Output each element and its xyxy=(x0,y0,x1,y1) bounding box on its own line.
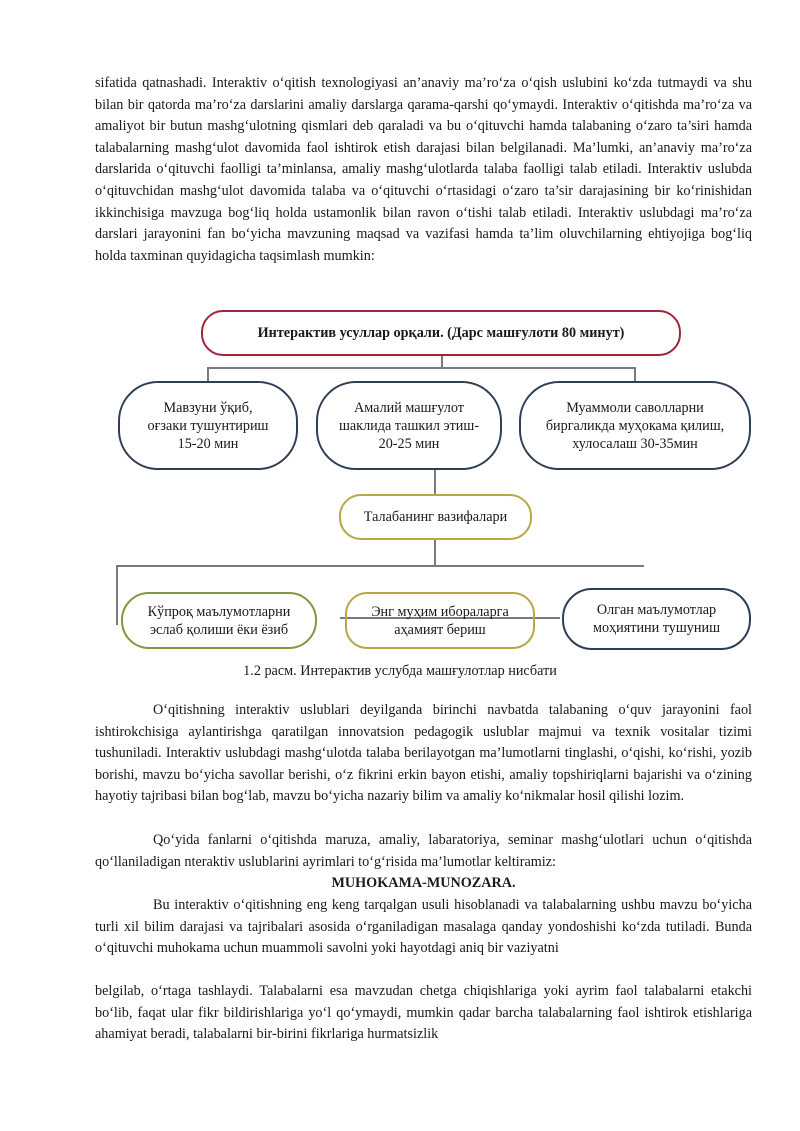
box-line: оғзаки тушунтириш xyxy=(147,417,269,434)
intro-paragraph: sifatida qatnashadi. Interaktiv oʻqitish texnologiyasi an’anaviy ma’roʻza oʻqish uslubini koʻzda tutmaydi va shu bilan bir qatorda ma’roʻza darslarini amaliy darslarga qarama-qarshi qoʻymaydi. Interaktiv oʻqitishda ma’roʻza va amaliyot bir butun mashgʻulotning qismlari deb qaraladi va bu oʻqituvchi hamda talabaning oʻzaro ta’siri hamda talabalarning mashgʻulot davomida faol ishtirok etish darajasi bilan belgilanadi. Ma’lumki, an’anaviy ma’roʻza darslarida oʻqituvchi faolligi ta’minlansa, amaliy mashgʻulotlarda talaba faolligi talab etiladi. Interaktiv uslubda oʻqituvchidan mashgʻulot davomida talaba va oʻqituvchi oʻrtasidagi oʻzaro ta’sir darajasining bir koʻrinishidan ikkinchisiga mavzuga bogʻliq holda ustamonlik bilan ravon oʻtishi talab etiladi. Interaktiv uslubdagi ma’roʻza darslari jarayonini fan boʻyicha mavzuning maqsad va vazifasi hamda ta’lim oluvchilarning ehtiyojiga bogʻliq holda taxminan quyidagicha taqsimlash mumkin: xyxy=(95,75,752,264)
box-line: моҳиятини тушуниш xyxy=(592,620,721,636)
box-line: Муаммоли саволларни xyxy=(566,399,704,416)
box-line: 15-20 мин xyxy=(177,435,239,452)
diagram-box-reading xyxy=(118,381,298,470)
box-line: шаклида ташкил этиш- xyxy=(338,417,480,434)
diagram-box-discussion xyxy=(519,381,751,470)
box-line: 20-25 мин xyxy=(378,435,440,452)
diagram-bottom-box-understand xyxy=(562,588,751,650)
body-paragraph: Oʻqitishning interaktiv uslublari deyilganda birinchi navbatda talabaning oʻquv jarayonini faol ishtirokchisiga aylantirishga qaratilgan innovatsion pedagogik uslublar majmui va texnik vositalar tizimi tushuniladi. Interaktiv uslubdagi mashgʻulotda talaba berilayotgan ma’lumotlarni tinglashi, oʻqishi, koʻrishi, yozib borishi, mavzu boʻyicha savollar berishi, oʻz fikrini erkin bayon etishi, amaliy topshiriqlarni bajarishi va oʻzining hayotiy tajribasi bilan bogʻlab, mavzu boʻyicha nazariy bilim va amaliy koʻnikmalar hosil qilishi lozim. xyxy=(95,702,752,805)
box-line: аҳамият бериш xyxy=(394,621,486,638)
box-line: эслаб қолиши ёки ёзиб xyxy=(149,621,289,638)
body-paragraph: Bu interaktiv oʻqitishning eng keng tarqalgan usuli hisoblanadi va talabalarning ushbu mavzu boʻyicha turli xil bilim darajasi va tajribalari asosida oʻrganiladigan masalaga qanday yondoshishi koʻzda tutiladi. Bunda oʻqituvchi muhokama uchun muammoli savolni yoki hayotdagi aniq bir vaziyatni xyxy=(95,897,752,957)
box-line: Олган маълумотлар xyxy=(596,602,717,618)
box-line: хулосалаш 30-35мин xyxy=(572,435,698,452)
connector xyxy=(434,470,436,494)
diagram-center-box: Талабанинг вазифалари xyxy=(339,494,532,540)
connector xyxy=(207,367,635,369)
diagram-top-box: Интерактив усуллар орқали. (Дарс машғулоти 80 минут) xyxy=(201,310,681,356)
body-paragraph: Qoʻyida fanlarni oʻqitishda maruza, amaliy, labaratoriya, seminar mashgʻulotlari uchun oʻqitishda qoʻllaniladigan nteraktiv uslublarini ayrimlari toʻgʻrisida ma’lumotlar keltiramiz: xyxy=(95,832,752,870)
diagram-box-practice xyxy=(316,381,502,470)
box-line: Амалий машғулот xyxy=(354,399,464,416)
connector xyxy=(116,565,644,567)
connector xyxy=(441,356,443,368)
connector xyxy=(207,367,209,381)
connector xyxy=(116,565,118,625)
box-line: биргаликда муҳокама қилиш, xyxy=(545,417,725,434)
figure-caption: 1.2 расм. Интерактив услубда машғулотлар нисбати xyxy=(243,663,557,679)
box-line: Энг муҳим ибораларга xyxy=(371,603,509,620)
diagram-bottom-box-phrases xyxy=(345,592,535,649)
body-paragraph: belgilab, oʻrtaga tashlaydi. Talabalarni esa mavzudan chetga chiqishlariga yoki ayrim faol talabalarni etakchi boʻlib, faqat ular fikr bildirishlariga yoʻl qoʻymaydi, mumkin qadar barcha talabalarning faol ishtirok etishlariga ahamiyat beradi, talabalarni bir-birini fikrlariga hurmatsizlik xyxy=(95,983,752,1043)
box-line: Кўпроқ маълумотларни xyxy=(147,603,291,620)
connector xyxy=(634,367,636,381)
diagram-bottom-box-remember xyxy=(121,592,317,649)
section-heading: MUHOKAMA-MUNOZARA. xyxy=(331,875,516,891)
connector xyxy=(434,540,436,566)
box-line: Мавзуни ўқиб, xyxy=(163,399,253,416)
